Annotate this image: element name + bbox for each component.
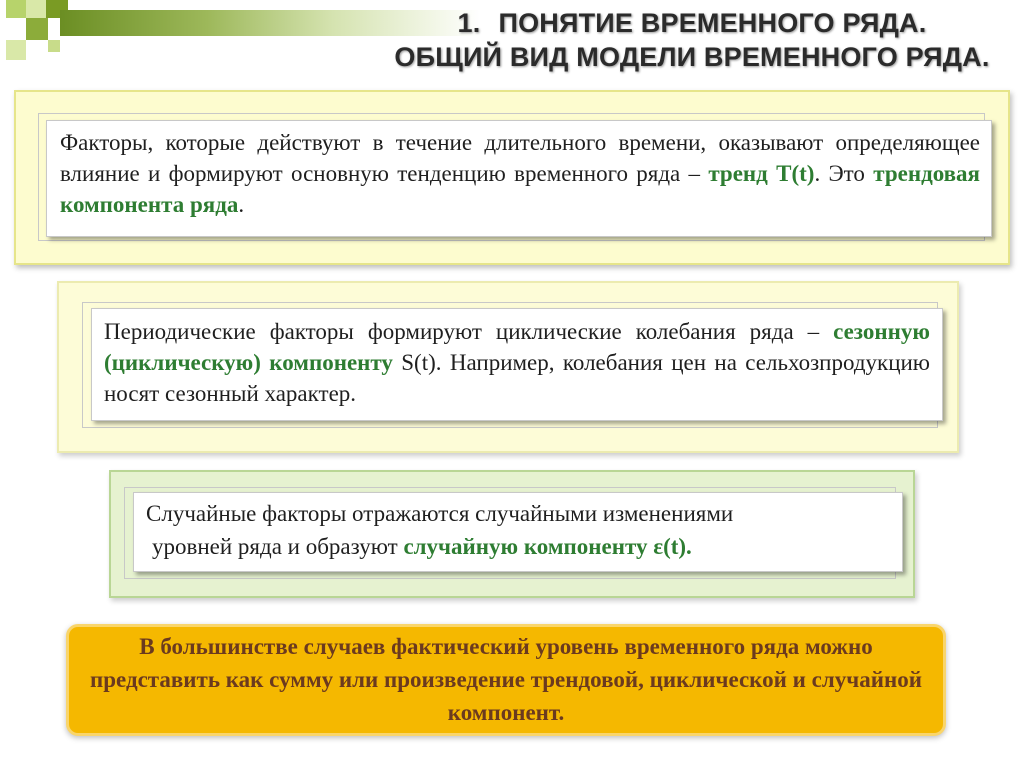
decor-square [26,0,46,18]
seasonal-text-a: Периодические факторы формируют циклические колебания ряда – [104,319,834,344]
title-line2: ОБЩИЙ ВИД МОДЕЛИ ВРЕМЕННОГО РЯДА. [394,42,990,72]
title-line1: ПОНЯТИЕ ВРЕМЕННОГО РЯДА. [498,8,927,38]
decor-square [26,18,48,40]
random-text-a: уровней ряда и образуют [152,534,404,559]
seasonal-text [104,316,930,409]
decor-square [6,40,26,60]
random-highlight: случайную компоненту ε(t). [403,534,692,559]
trend-text-c: . [238,192,245,217]
random-text-line1: Случайные факторы отражаются случайными изменениями [146,501,734,526]
conclusion-text: В большинстве случаев фактический уровень временного ряда можно представить как сумму или произведение трендовой, циклической и случайной компонент. [90,634,922,725]
title-number: 1. [457,8,481,38]
trend-text [60,127,980,220]
page-title [360,6,1024,74]
random-text-line2 [152,531,900,562]
trend-text-a: Факторы, которые действуют в течение длительного времени, оказывают определяющее влияние и формируют основную тенденцию временного ряда – [60,130,980,186]
seasonal-text-b: S(t). Например, колебания цен на сельхозпродукцию носят сезонный характер. [104,350,930,406]
decor-square [6,0,26,18]
trend-text-b: . Это [814,161,874,186]
trend-highlight: тренд T(t) [708,161,815,186]
seasonal-highlight: сезонную (циклическую) компоненту [104,319,930,375]
trend-component-highlight: трендовая компонента ряда [60,161,980,217]
decor-square [48,40,60,52]
